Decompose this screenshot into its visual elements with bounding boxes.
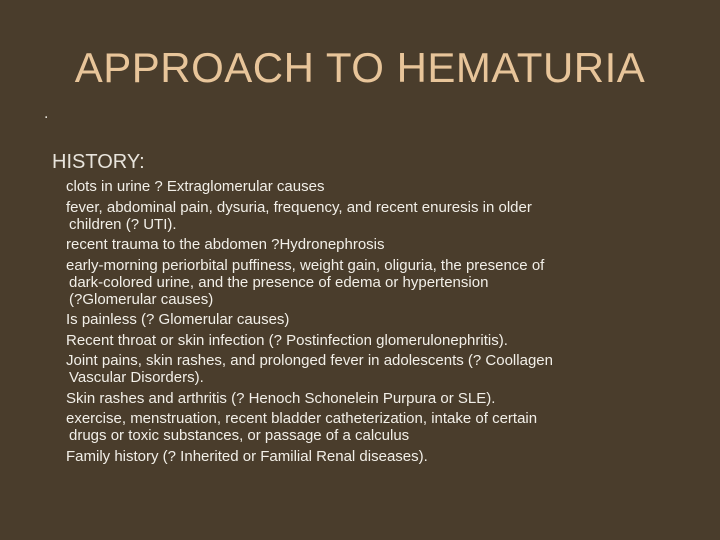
list-item-line: (?Glomerular causes) xyxy=(69,290,214,308)
bullet-marker: . xyxy=(44,105,49,122)
list-item xyxy=(66,257,676,291)
list-item-line: exercise, menstruation, recent bladder catheterization, intake of certain xyxy=(66,410,538,427)
list-item-line: recent trauma to the abdomen ?Hydronephrosis xyxy=(66,236,385,253)
list-item xyxy=(66,390,676,407)
list-item xyxy=(66,236,676,253)
list-item-line: early-morning periorbital puffiness, weight gain, oliguria, the presence of xyxy=(66,256,545,274)
list-item xyxy=(66,448,676,465)
list-item-continuation: Vascular Disorders). xyxy=(69,369,204,386)
list-item xyxy=(66,410,676,444)
list-item-continuation: drugs or toxic substances, or passage of a calculus xyxy=(69,427,410,444)
list-item xyxy=(66,199,676,233)
list-item-line: Joint pains, skin rashes, and prolonged fever in adolescents (? Coollagen xyxy=(66,352,553,369)
list-item xyxy=(66,352,676,386)
list-item-line: Skin rashes and arthritis (? Henoch Schonelein Purpura or SLE). xyxy=(66,389,496,407)
list-item xyxy=(66,311,676,328)
history-list xyxy=(66,178,676,468)
list-item-line: Recent throat or skin infection (? Postinfection glomerulonephritis). xyxy=(66,331,508,349)
list-item xyxy=(66,178,676,195)
slide-title: APPROACH TO HEMATURIA xyxy=(74,44,646,91)
list-item xyxy=(66,332,676,349)
list-item-line: Is painless (? Glomerular causes) xyxy=(66,311,290,328)
list-item-line: fever, abdominal pain, dysuria, frequency, and recent enuresis in older xyxy=(66,198,532,216)
section-heading: HISTORY: xyxy=(52,151,145,173)
list-item-continuation: children (? UTI). xyxy=(69,215,177,233)
list-item-line: clots in urine ? Extraglomerular causes xyxy=(66,178,325,195)
list-item-continuation: dark-colored urine, and the presence of edema or hypertension xyxy=(69,273,489,291)
list-item xyxy=(66,291,676,308)
list-item-line: Family history (? Inherited or Familial Renal diseases). xyxy=(66,447,428,465)
